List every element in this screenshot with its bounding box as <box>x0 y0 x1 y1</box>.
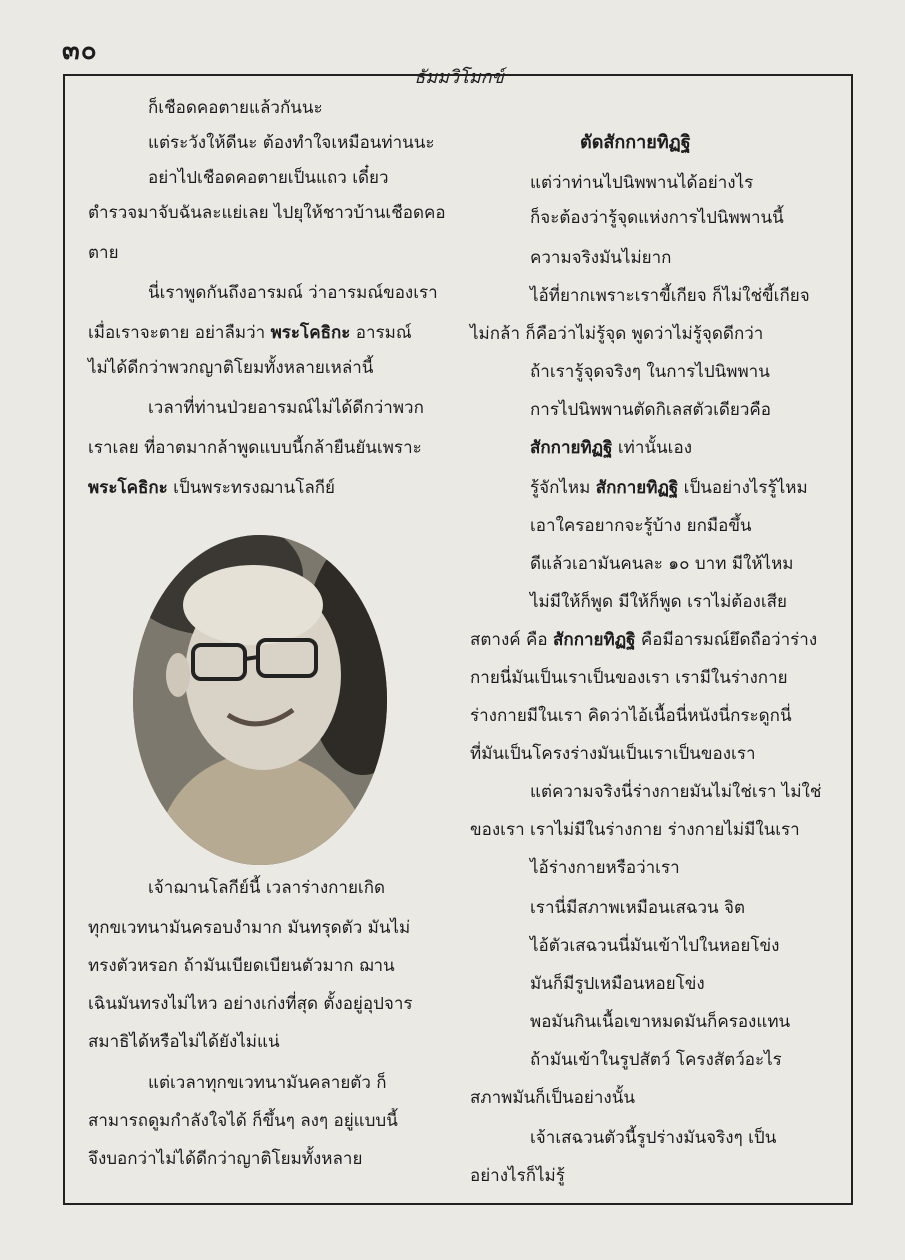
text-line: เจ้าเสฉวนตัวนี้รูปร่างมันจริงๆ เป็น <box>530 1128 777 1148</box>
text-line: เราเลย ที่อาตมากล้าพูดแบบนี้กล้ายืนยันเพราะ <box>88 438 422 458</box>
text-line: ตำรวจมาจับฉันละแย่เลย ไปยุให้ชาวบ้านเชือดคอ <box>88 203 446 223</box>
text-line: อย่างไรก็ไม่รู้ <box>470 1166 565 1186</box>
bold-term: สักกายทิฏฐิ <box>530 438 613 458</box>
text-run: รู้จักไหม <box>530 478 596 498</box>
text-line: ไม่มีให้ก็พูด มีให้ก็พูด เราไม่ต้องเสีย <box>530 592 788 612</box>
text-line: ไอ้ที่ยากเพราะเราขี้เกียจ ก็ไม่ใช่ขี้เกียจ <box>530 286 810 306</box>
right-column <box>470 97 855 1197</box>
bold-term: สักกายทิฏฐิ <box>553 630 636 650</box>
text-line: ไม่ได้ดีกว่าพวกญาติโยมทั้งหลายเหล่านี้ <box>88 358 374 378</box>
text-line: ถ้าเรารู้จุดจริงๆ ในการไปนิพพาน <box>530 362 770 382</box>
text-line <box>530 477 808 499</box>
text-line: แต่ความจริงนี่ร่างกายมันไม่ใช่เรา ไม่ใช่ <box>530 782 822 802</box>
text-run: อารมณ์ <box>350 323 412 343</box>
bold-term: พระโคธิกะ <box>270 323 351 343</box>
text-line <box>470 629 817 651</box>
text-line: ดีแล้วเอามันคนละ ๑๐ บาท มีให้ไหม <box>530 554 794 574</box>
text-line: กายนี่มันเป็นเราเป็นของเรา เรามีในร่างกาย <box>470 668 788 688</box>
text-line: ทรงตัวหรอก ถ้ามันเบียดเบียนตัวมาก ฌาน <box>88 956 395 976</box>
text-line: ไอ้ตัวเสฉวนนี่มันเข้าไปในหอยโข่ง <box>530 936 780 956</box>
text-run: เมื่อเราจะตาย อย่าลืมว่า <box>88 323 271 343</box>
text-line: สมาธิได้หรือไม่ได้ยังไม่แน่ <box>88 1032 280 1052</box>
text-line: ตาย <box>88 243 119 263</box>
text-line: ก็เชือดคอตายแล้วกันนะ <box>148 98 323 118</box>
text-run: เป็นพระทรงฌานโลกีย์ <box>167 478 336 498</box>
text-line <box>530 437 692 459</box>
text-line: ไอ้ร่างกายหรือว่าเรา <box>530 858 680 878</box>
text-line: เอาใครอยากจะรู้บ้าง ยกมือขึ้น <box>530 516 752 536</box>
text-line: อย่าไปเชือดคอตายเป็นแถว เดี๋ยว <box>148 168 389 188</box>
text-line: ไม่กล้า ก็คือว่าไม่รู้จุด พูดว่าไม่รู้จุดดีกว่า <box>470 324 764 344</box>
text-line <box>88 477 335 499</box>
text-line: แต่ว่าท่านไปนิพพานได้อย่างไร <box>530 173 754 193</box>
text-line: ทุกขเวทนามันครอบงำมาก มันทรุดตัว มันไม่ <box>88 918 411 938</box>
text-line: สามารถดูมกำลังใจได้ ก็ขึ้นๆ ลงๆ อยู่แบบนี้ <box>88 1111 398 1131</box>
text-line: พอมันกินเนื้อเขาหมดมันก็ครองแทน <box>530 1012 791 1032</box>
text-line: เวลาที่ท่านป่วยอารมณ์ไม่ได้ดีกว่าพวก <box>148 398 424 418</box>
text-run: เท่านั้นเอง <box>612 438 692 458</box>
text-line: แต่ระวังให้ดีนะ ต้องทำใจเหมือนท่านนะ <box>148 133 435 153</box>
text-run: คือมีอารมณ์ยึดถือว่าร่าง <box>635 630 818 650</box>
text-line: การไปนิพพานตัดกิเลสตัวเดียวคือ <box>530 400 772 420</box>
text-run: สตางค์ คือ <box>470 630 554 650</box>
text-line: แต่เวลาทุกขเวทนามันคลายตัว ก็ <box>148 1073 387 1093</box>
text-line: ถ้ามันเข้าในรูปสัตว์ โครงสัตว์อะไร <box>530 1050 782 1070</box>
text-line: สภาพมันก็เป็นอย่างนั้น <box>470 1088 635 1108</box>
bold-term: พระโคธิกะ <box>88 478 168 498</box>
text-line: เรานี่มีสภาพเหมือนเสฉวน จิต <box>530 898 746 918</box>
text-line: มันก็มีรูปเหมือนหอยโข่ง <box>530 974 705 994</box>
text-line: ของเรา เราไม่มีในร่างกาย ร่างกายไม่มีในเรา <box>470 820 800 840</box>
text-line: ร่างกายมีในเรา คิดว่าไอ้เนื้อนี่หนังนี่กระดูกนี่ <box>470 706 792 726</box>
text-line: ก็จะต้องว่ารู้จุดแห่งการไปนิพพานนี้ <box>530 208 784 228</box>
text-line: จึงบอกว่าไม่ได้ดีกว่าญาติโยมทั้งหลาย <box>88 1149 363 1169</box>
text-line <box>88 322 412 344</box>
running-title: ธัมมวิโมกข์ <box>400 62 518 91</box>
page-number: ๓๐ <box>62 36 98 66</box>
text-run: เป็นอย่างไรรู้ไหม <box>678 478 808 498</box>
section-heading: ตัดสักกายทิฏฐิ <box>580 132 691 153</box>
portrait-illustration <box>133 535 387 865</box>
text-line: เฉินมันทรงไม่ไหว อย่างเก่งที่สุด ตั้งอยู่อุปจาร <box>88 994 413 1014</box>
text-line: ที่มันเป็นโครงร่างมันเป็นเราเป็นของเรา <box>470 744 756 764</box>
bold-term: สักกายทิฏฐิ <box>595 478 679 498</box>
text-line: นี่เราพูดกันถึงอารมณ์ ว่าอารมณ์ของเรา <box>148 283 438 303</box>
text-line: เจ้าฌานโลกีย์นี้ เวลาร่างกายเกิด <box>148 878 386 898</box>
monk-portrait-photo <box>133 535 387 865</box>
text-line: ความจริงมันไม่ยาก <box>530 248 672 268</box>
